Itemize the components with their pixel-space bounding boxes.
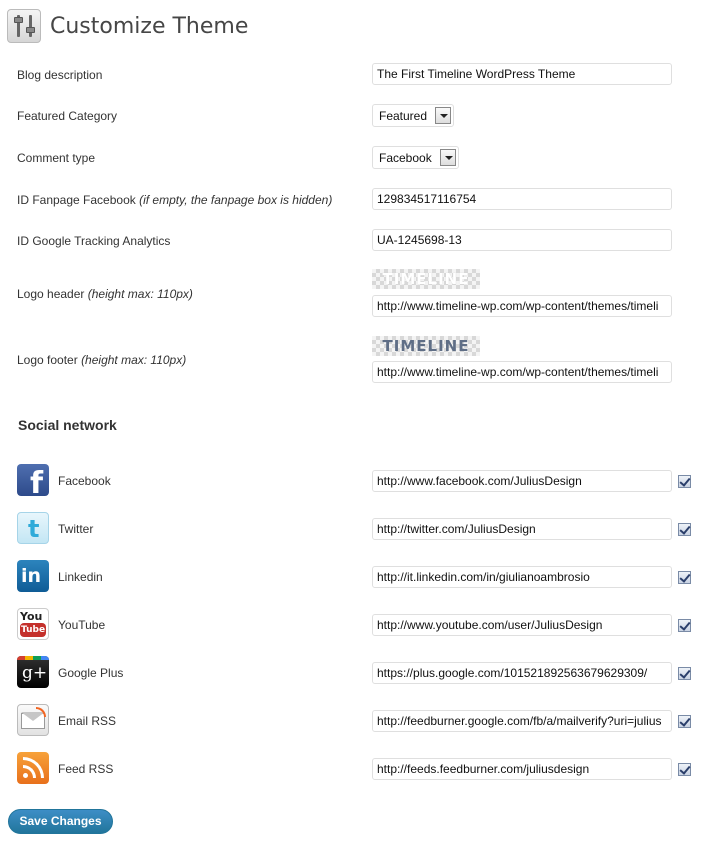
google-plus-icon: g+ <box>17 656 49 688</box>
fanpage-input[interactable]: 129834517116754 <box>372 188 672 210</box>
sliders-icon <box>7 9 41 43</box>
email-rss-enabled-checkbox[interactable] <box>678 715 691 728</box>
analytics-label: ID Google Tracking Analytics <box>17 234 171 248</box>
google-plus-label: Google Plus <box>58 666 124 680</box>
page-title: Customize Theme <box>50 13 249 39</box>
feed-rss-url-input[interactable]: http://feeds.feedburner.com/juliusdesign <box>372 758 672 780</box>
logo-header-hint: (height max: 110px) <box>87 287 193 301</box>
email-rss-url-input[interactable]: http://feedburner.google.com/fb/a/mailverify?uri=julius <box>372 710 672 732</box>
comment-type-label: Comment type <box>17 151 96 165</box>
rss-icon <box>17 752 49 784</box>
social-network-heading: Social network <box>18 417 117 433</box>
chevron-down-icon[interactable] <box>440 149 456 166</box>
logo-footer-label <box>17 353 186 367</box>
save-changes-button[interactable]: Save Changes <box>8 809 113 834</box>
logo-header-preview-text: TIMELINE <box>382 270 470 288</box>
google-plus-enabled-checkbox[interactable] <box>678 667 691 680</box>
twitter-enabled-checkbox[interactable] <box>678 523 691 536</box>
logo-header-label <box>17 287 193 301</box>
logo-footer-hint: (height max: 110px) <box>81 353 187 367</box>
facebook-enabled-checkbox[interactable] <box>678 475 691 488</box>
analytics-input[interactable]: UA-1245698-13 <box>372 229 672 251</box>
feed-rss-enabled-checkbox[interactable] <box>678 763 691 776</box>
twitter-url-input[interactable]: http://twitter.com/JuliusDesign <box>372 518 672 540</box>
logo-footer-preview <box>372 336 480 356</box>
facebook-icon: f <box>17 464 49 496</box>
logo-footer-input[interactable]: http://www.timeline-wp.com/wp-content/themes/timeli <box>372 361 672 383</box>
youtube-url-input[interactable]: http://www.youtube.com/user/JuliusDesign <box>372 614 672 636</box>
featured-category-label: Featured Category <box>17 109 118 123</box>
blog-description-label: Blog description <box>17 68 103 82</box>
linkedin-icon: in <box>17 560 49 592</box>
twitter-icon: t <box>17 512 49 544</box>
logo-header-input[interactable]: http://www.timeline-wp.com/wp-content/themes/timeli <box>372 295 672 317</box>
linkedin-enabled-checkbox[interactable] <box>678 571 691 584</box>
fanpage-label <box>17 193 332 207</box>
featured-category-value: Featured <box>379 108 428 123</box>
facebook-url-input[interactable]: http://www.facebook.com/JuliusDesign <box>372 470 672 492</box>
logo-header-preview <box>372 269 480 289</box>
chevron-down-icon[interactable] <box>435 107 451 124</box>
comment-type-select[interactable] <box>372 146 459 169</box>
facebook-label: Facebook <box>58 474 111 488</box>
fanpage-label-text: ID Fanpage Facebook <box>17 193 136 207</box>
youtube-icon: You Tube <box>17 608 49 640</box>
email-rss-label: Email RSS <box>58 714 117 728</box>
google-plus-url-input[interactable]: https://plus.google.com/101521892563679629309/ <box>372 662 672 684</box>
logo-footer-preview-text: TIMELINE <box>382 337 470 355</box>
youtube-label: YouTube <box>58 618 106 632</box>
twitter-label: Twitter <box>58 522 94 536</box>
blog-description-input[interactable]: The First Timeline WordPress Theme <box>372 63 672 85</box>
comment-type-value: Facebook <box>379 150 432 165</box>
featured-category-select[interactable] <box>372 104 454 127</box>
email-rss-icon <box>17 704 49 736</box>
linkedin-label: Linkedin <box>58 570 103 584</box>
fanpage-hint: (if empty, the fanpage box is hidden) <box>139 193 333 207</box>
logo-header-label-text: Logo header <box>17 287 85 301</box>
feed-rss-label: Feed RSS <box>58 762 114 776</box>
linkedin-url-input[interactable]: http://it.linkedin.com/in/giulianoambrosio <box>372 566 672 588</box>
youtube-enabled-checkbox[interactable] <box>678 619 691 632</box>
logo-footer-label-text: Logo footer <box>17 353 78 367</box>
page-header <box>7 8 248 44</box>
